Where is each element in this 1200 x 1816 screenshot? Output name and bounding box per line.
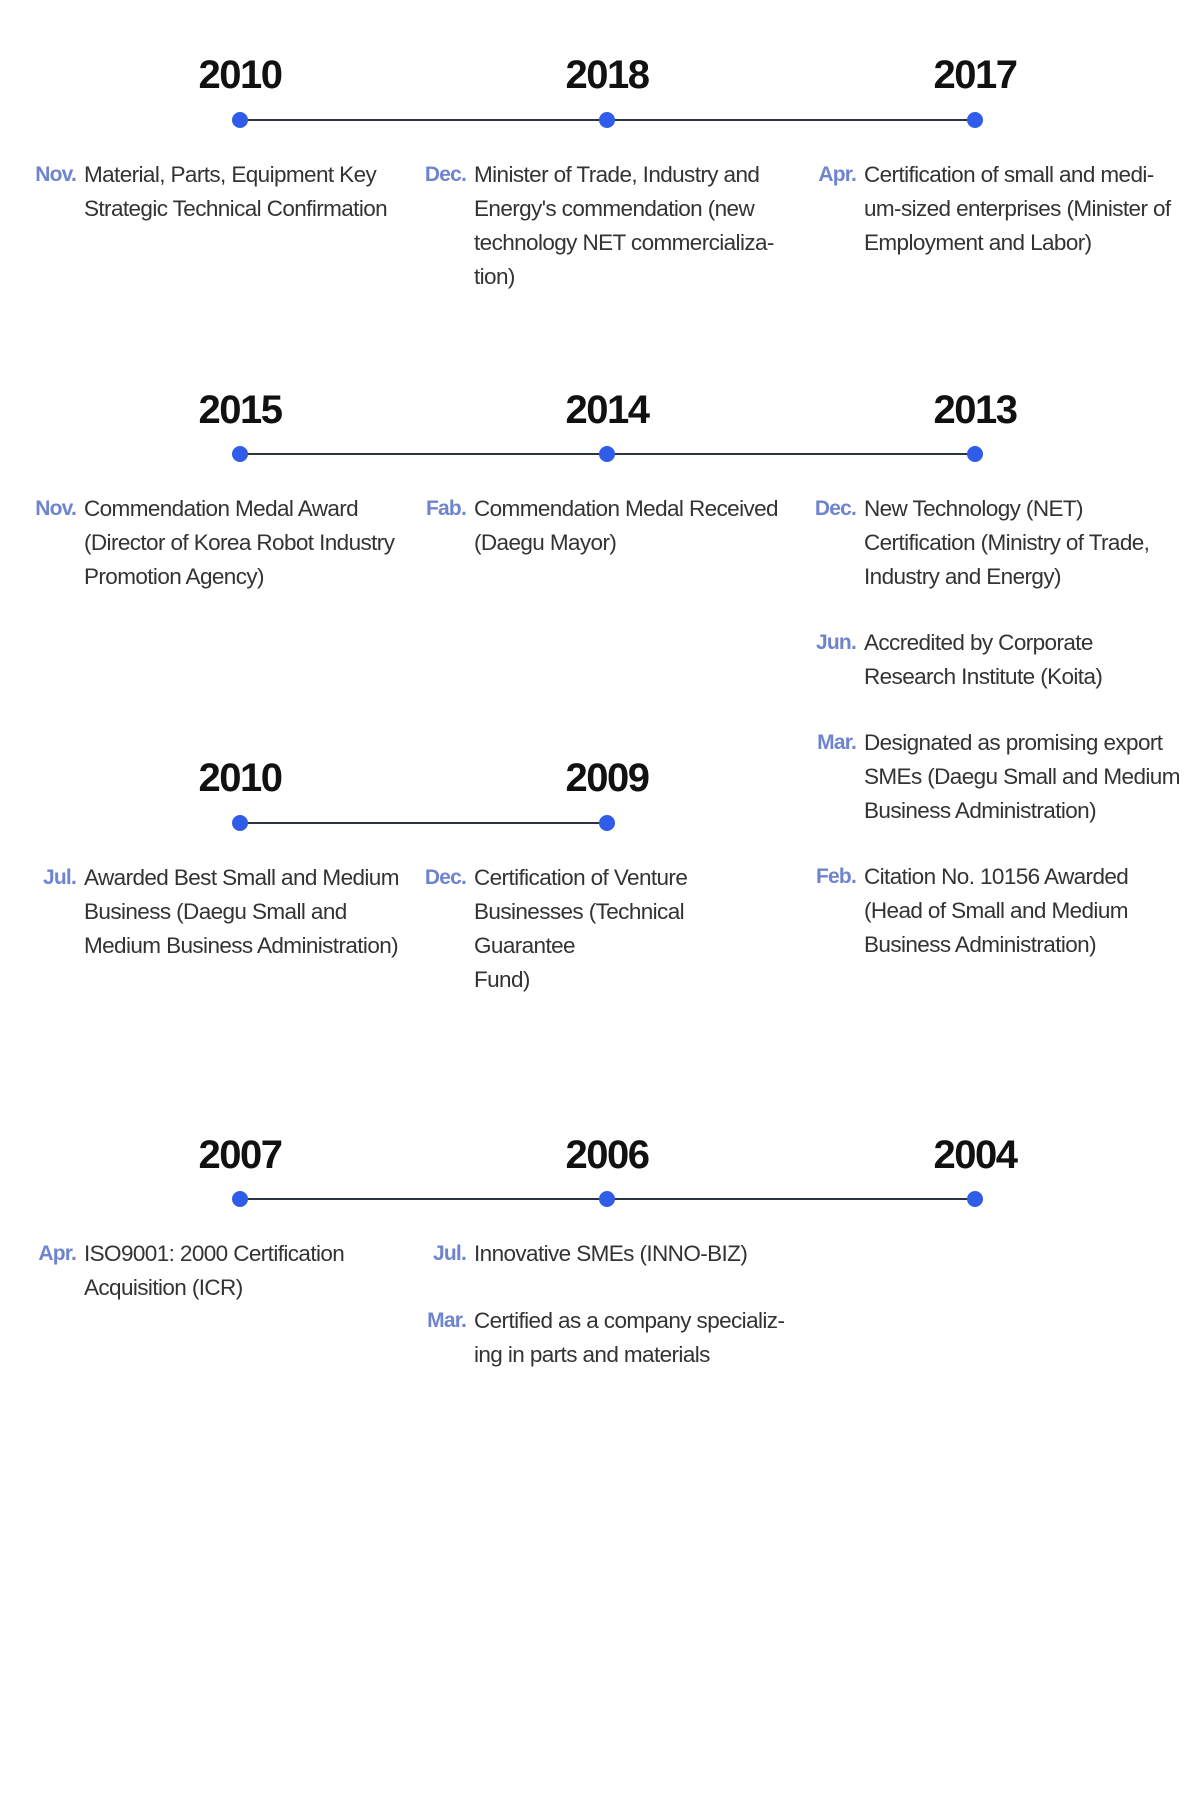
entry-month: Fab.	[426, 497, 466, 520]
entry-month: Nov.	[35, 163, 76, 186]
entry-month: Apr.	[818, 163, 856, 186]
timeline-dot	[967, 112, 983, 128]
timeline-dot	[232, 1191, 248, 1207]
entry-text: Designated as promising export SMEs (Daegu Small and Medium Business Administration)	[864, 730, 1180, 823]
entry-month: Mar.	[427, 1309, 466, 1332]
timeline-dot	[232, 815, 248, 831]
year-label: 2017	[933, 53, 1017, 97]
entry-month: Jun.	[816, 631, 856, 654]
timeline-dot	[599, 1191, 615, 1207]
year-label: 2009	[565, 756, 649, 800]
timeline-entry	[420, 861, 790, 997]
entry-text: New Technology (NET) Certification (Ministry of Trade, Industry and Energy)	[864, 496, 1150, 589]
timeline-entry	[810, 726, 1190, 828]
timeline-entry	[420, 1237, 790, 1271]
timeline-entry	[810, 158, 1190, 260]
entry-month: Nov.	[35, 497, 76, 520]
entry-month: Jul.	[433, 1242, 466, 1265]
year-label: 2018	[565, 53, 649, 97]
entry-text: Certified as a company specializ- ing in parts and materials	[474, 1308, 785, 1367]
timeline-entry	[810, 860, 1190, 962]
timeline-dot	[232, 112, 248, 128]
timeline-entry	[30, 492, 400, 594]
entry-text: Citation No. 10156 Awarded (Head of Small and Medium Business Administration)	[864, 864, 1129, 957]
entry-month: Feb.	[816, 865, 856, 888]
timeline-dot	[232, 446, 248, 462]
entry-text: Accredited by Corporate Research Institute (Koita)	[864, 630, 1103, 689]
entry-text: Innovative SMEs (INNO-BIZ)	[474, 1241, 748, 1266]
timeline-entry	[810, 626, 1190, 694]
year-label: 2006	[565, 1133, 649, 1177]
year-label: 2004	[933, 1133, 1017, 1177]
entry-text: Commendation Medal Award (Director of Korea Robot Industry Promotion Agency)	[84, 496, 395, 589]
entry-month: Dec.	[424, 163, 466, 186]
timeline-entry	[30, 158, 400, 226]
entry-text: Awarded Best Small and Medium Business (Daegu Small and Medium Business Administration)	[84, 865, 399, 958]
year-label: 2007	[198, 1133, 282, 1177]
entry-month: Mar.	[817, 731, 856, 754]
entry-text: Certification of Venture Businesses (Technical Guarantee Fund)	[474, 865, 688, 992]
entry-month: Apr.	[38, 1242, 76, 1265]
entry-text: ISO9001: 2000 Certification Acquisition (ICR)	[84, 1241, 345, 1300]
year-label: 2013	[933, 388, 1017, 432]
year-label: 2010	[198, 53, 282, 97]
timeline-entry	[420, 158, 790, 294]
entry-month: Dec.	[424, 866, 466, 889]
year-label: 2014	[565, 388, 649, 432]
timeline-dot	[967, 446, 983, 462]
entry-text: Certification of small and medi- um-sized enterprises (Minister of Employment and Labor)	[864, 162, 1171, 255]
entry-month: Dec.	[814, 497, 856, 520]
timeline-dot	[599, 815, 615, 831]
timeline-entry	[420, 492, 790, 560]
timeline-dot	[599, 112, 615, 128]
year-label: 2010	[198, 756, 282, 800]
entry-text: Minister of Trade, Industry and Energy's commendation (new technology NET commercializa- tion)	[474, 162, 774, 289]
timeline-dot	[967, 1191, 983, 1207]
timeline-entry	[810, 492, 1190, 594]
entry-text: Commendation Medal Received (Daegu Mayor)	[474, 496, 778, 555]
entry-text: Material, Parts, Equipment Key Strategic Technical Confirmation	[84, 162, 388, 221]
timeline-entry	[30, 1237, 400, 1305]
timeline-entry	[30, 861, 400, 963]
timeline-entry	[420, 1304, 790, 1372]
timeline-line	[240, 822, 607, 824]
year-label: 2015	[198, 388, 282, 432]
timeline-dot	[599, 446, 615, 462]
entry-month: Jul.	[43, 866, 76, 889]
